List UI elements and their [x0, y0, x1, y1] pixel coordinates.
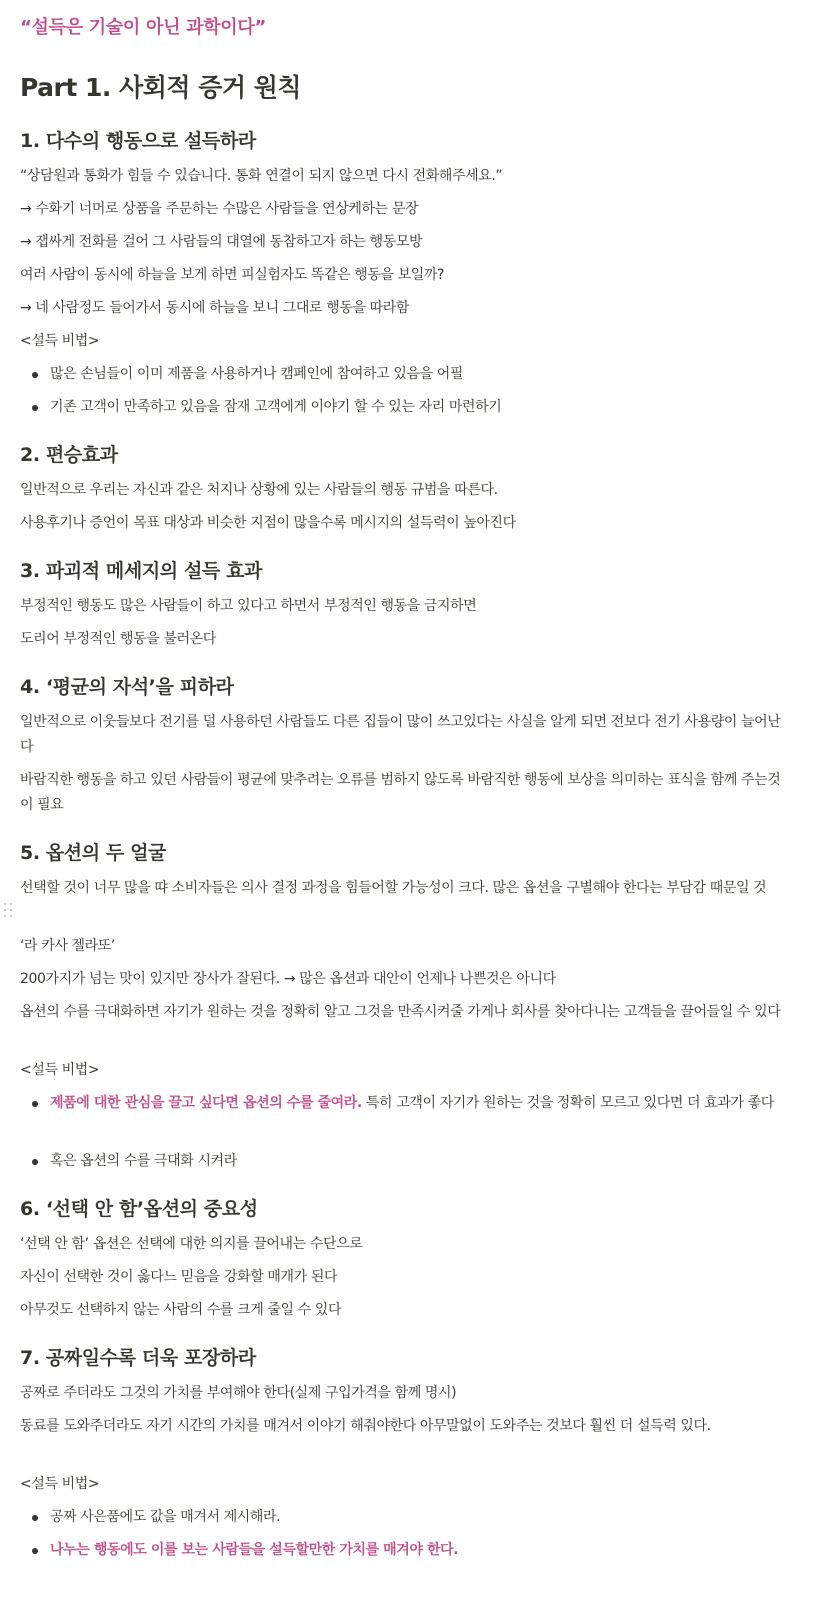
section-2-paragraph: 사용후기나 증언이 목표 대상과 비슷한 지점이 많을수록 메시지의 설득력이 높아진다 — [20, 515, 516, 531]
section-6-heading: 6. ‘선택 안 함’옵션의 중요성 — [20, 1198, 258, 1220]
list-item-text: 혹은 옵션의 수를 극대화 시켜라 — [50, 1153, 237, 1169]
section-6-paragraph: 아무것도 선택하지 않는 사람의 수를 크게 줄일 수 있다 — [20, 1302, 342, 1318]
drag-handle-icon[interactable] — [4, 903, 14, 919]
list-item-highlight: 나누는 행동에도 이를 보는 사람들을 설득할만한 가치를 매겨야 한다. — [50, 1542, 459, 1558]
section-1-tips-label: <설득 비법> — [20, 333, 100, 349]
section-1-paragraph: → 잽싸게 전화를 걸어 그 사람들의 대열에 동참하고자 하는 행동모방 — [20, 234, 423, 250]
section-4-paragraph: 일반적으로 이웃들보다 전기를 덜 사용하던 사람들도 다른 집들이 많이 쓰고있다는 사실을 알게 되면 전보다 전기 사용량이 늘어난다 — [20, 714, 781, 755]
list-item — [20, 395, 790, 420]
section-6-paragraph: 자신이 선택한 것이 옳다느 믿음을 강화할 매개가 된다 — [20, 1269, 338, 1285]
list-item — [20, 1538, 790, 1563]
part-heading: Part 1. 사회적 증거 원칙 — [20, 73, 302, 102]
section-7-paragraph: 공짜로 주더라도 그것의 가치를 부여해야 한다(실제 구입가격을 함께 명시) — [20, 1385, 457, 1401]
section-3-paragraph: 도리어 부정적인 행동을 불러온다 — [20, 631, 216, 647]
list-item — [20, 1505, 790, 1530]
section-1-paragraph: → 네 사람정도 들어가서 동시에 하늘을 보니 그대로 행동을 따라함 — [20, 300, 410, 316]
bullet-dot-icon — [32, 1159, 38, 1165]
list-item-text: 공짜 사은품에도 값을 매겨서 제시해라. — [50, 1509, 281, 1525]
section-1-heading: 1. 다수의 행동으로 설득하라 — [20, 130, 256, 152]
section-2-paragraph: 일반적으로 우리는 자신과 같은 처지나 상황에 있는 사람들의 행동 규범을 따른다. — [20, 482, 498, 498]
document-quote-title: “설득은 기술이 아닌 과학이다” — [20, 17, 267, 38]
section-7-heading: 7. 공짜일수록 더욱 포장하라 — [20, 1347, 256, 1369]
list-item-text: 특히 고객이 자기가 원하는 것을 정확히 모르고 있다면 더 효과가 좋다 — [361, 1095, 774, 1111]
section-7-tips-label: <설득 비법> — [20, 1476, 100, 1492]
list-item — [20, 362, 790, 387]
section-1-paragraph: 여러 사람이 동시에 하늘을 보게 하면 피실험자도 똑같은 행동을 보일까? — [20, 267, 445, 283]
section-5-heading: 5. 옵션의 두 얼굴 — [20, 842, 167, 864]
list-item-text: 많은 손님들이 이미 제품을 사용하거나 캠페인에 참여하고 있음을 어필 — [50, 366, 463, 382]
section-2-heading: 2. 편승효과 — [20, 444, 118, 466]
section-4-heading: 4. ‘평균의 자석’을 피하라 — [20, 676, 234, 698]
bullet-dot-icon — [32, 405, 38, 411]
section-6-paragraph: ‘선택 안 함’ 옵션은 선택에 대한 의지를 끌어내는 수단으로 — [20, 1236, 363, 1252]
section-3-paragraph: 부정적인 행동도 많은 사람들이 하고 있다고 하면서 부정적인 행동을 금지하면 — [20, 598, 477, 614]
bullet-dot-icon — [32, 1515, 38, 1521]
list-item — [20, 1091, 790, 1116]
section-7-paragraph: 동료를 도와주더라도 자기 시간의 가치를 매겨서 이야기 해줘야한다 아무말없이 도와주는 것보다 훨씬 더 설득력 있다. — [20, 1418, 711, 1434]
list-item-text: 기존 고객이 만족하고 있음을 잠재 고객에게 이야기 할 수 있는 자리 마련하기 — [50, 399, 502, 415]
section-5-paragraph: 선택할 것이 너무 많을 땨 소비자들은 의사 결정 과정을 힘들어할 가능성이 크다. 많은 옵션을 구별해야 한다는 부담감 때문일 것 — [20, 880, 767, 896]
bullet-dot-icon — [32, 1548, 38, 1554]
section-5-tips-label: <설득 비법> — [20, 1062, 100, 1078]
section-4-paragraph: 바람직한 행동을 하고 있던 사람들이 평균에 맞추려는 오류를 범하지 않도록 바람직한 행동에 보상을 의미하는 표식을 함께 주는것이 필요 — [20, 772, 781, 813]
section-5-paragraph: 옵션의 수를 극대화하면 자기가 원하는 것을 정확히 알고 그것을 만족시켜줄 가게나 회사를 찾아다니는 고객들을 끌어들일 수 있다 — [20, 1004, 781, 1020]
section-3-heading: 3. 파괴적 메세지의 설득 효과 — [20, 560, 262, 582]
bullet-dot-icon — [32, 1101, 38, 1107]
list-item — [20, 1149, 790, 1174]
list-item-highlight: 제품에 대한 관심을 끌고 싶다면 옵션의 수를 줄여라. — [50, 1095, 362, 1111]
section-1-paragraph: → 수화기 너머로 상품을 주문하는 수많은 사람들을 연상케하는 문장 — [20, 201, 419, 217]
bullet-dot-icon — [32, 372, 38, 378]
section-1-paragraph: “상담원과 통화가 힘들 수 있습니다. 통화 연결이 되지 않으면 다시 전화해주세요.” — [20, 168, 503, 184]
section-5-paragraph: 200가지가 넘는 맛이 있지만 장사가 잘된다. → 많은 옵션과 대안이 언제나 나쁜것은 아니다 — [20, 971, 556, 987]
section-5-paragraph: ‘라 카사 젤라또’ — [20, 938, 115, 954]
